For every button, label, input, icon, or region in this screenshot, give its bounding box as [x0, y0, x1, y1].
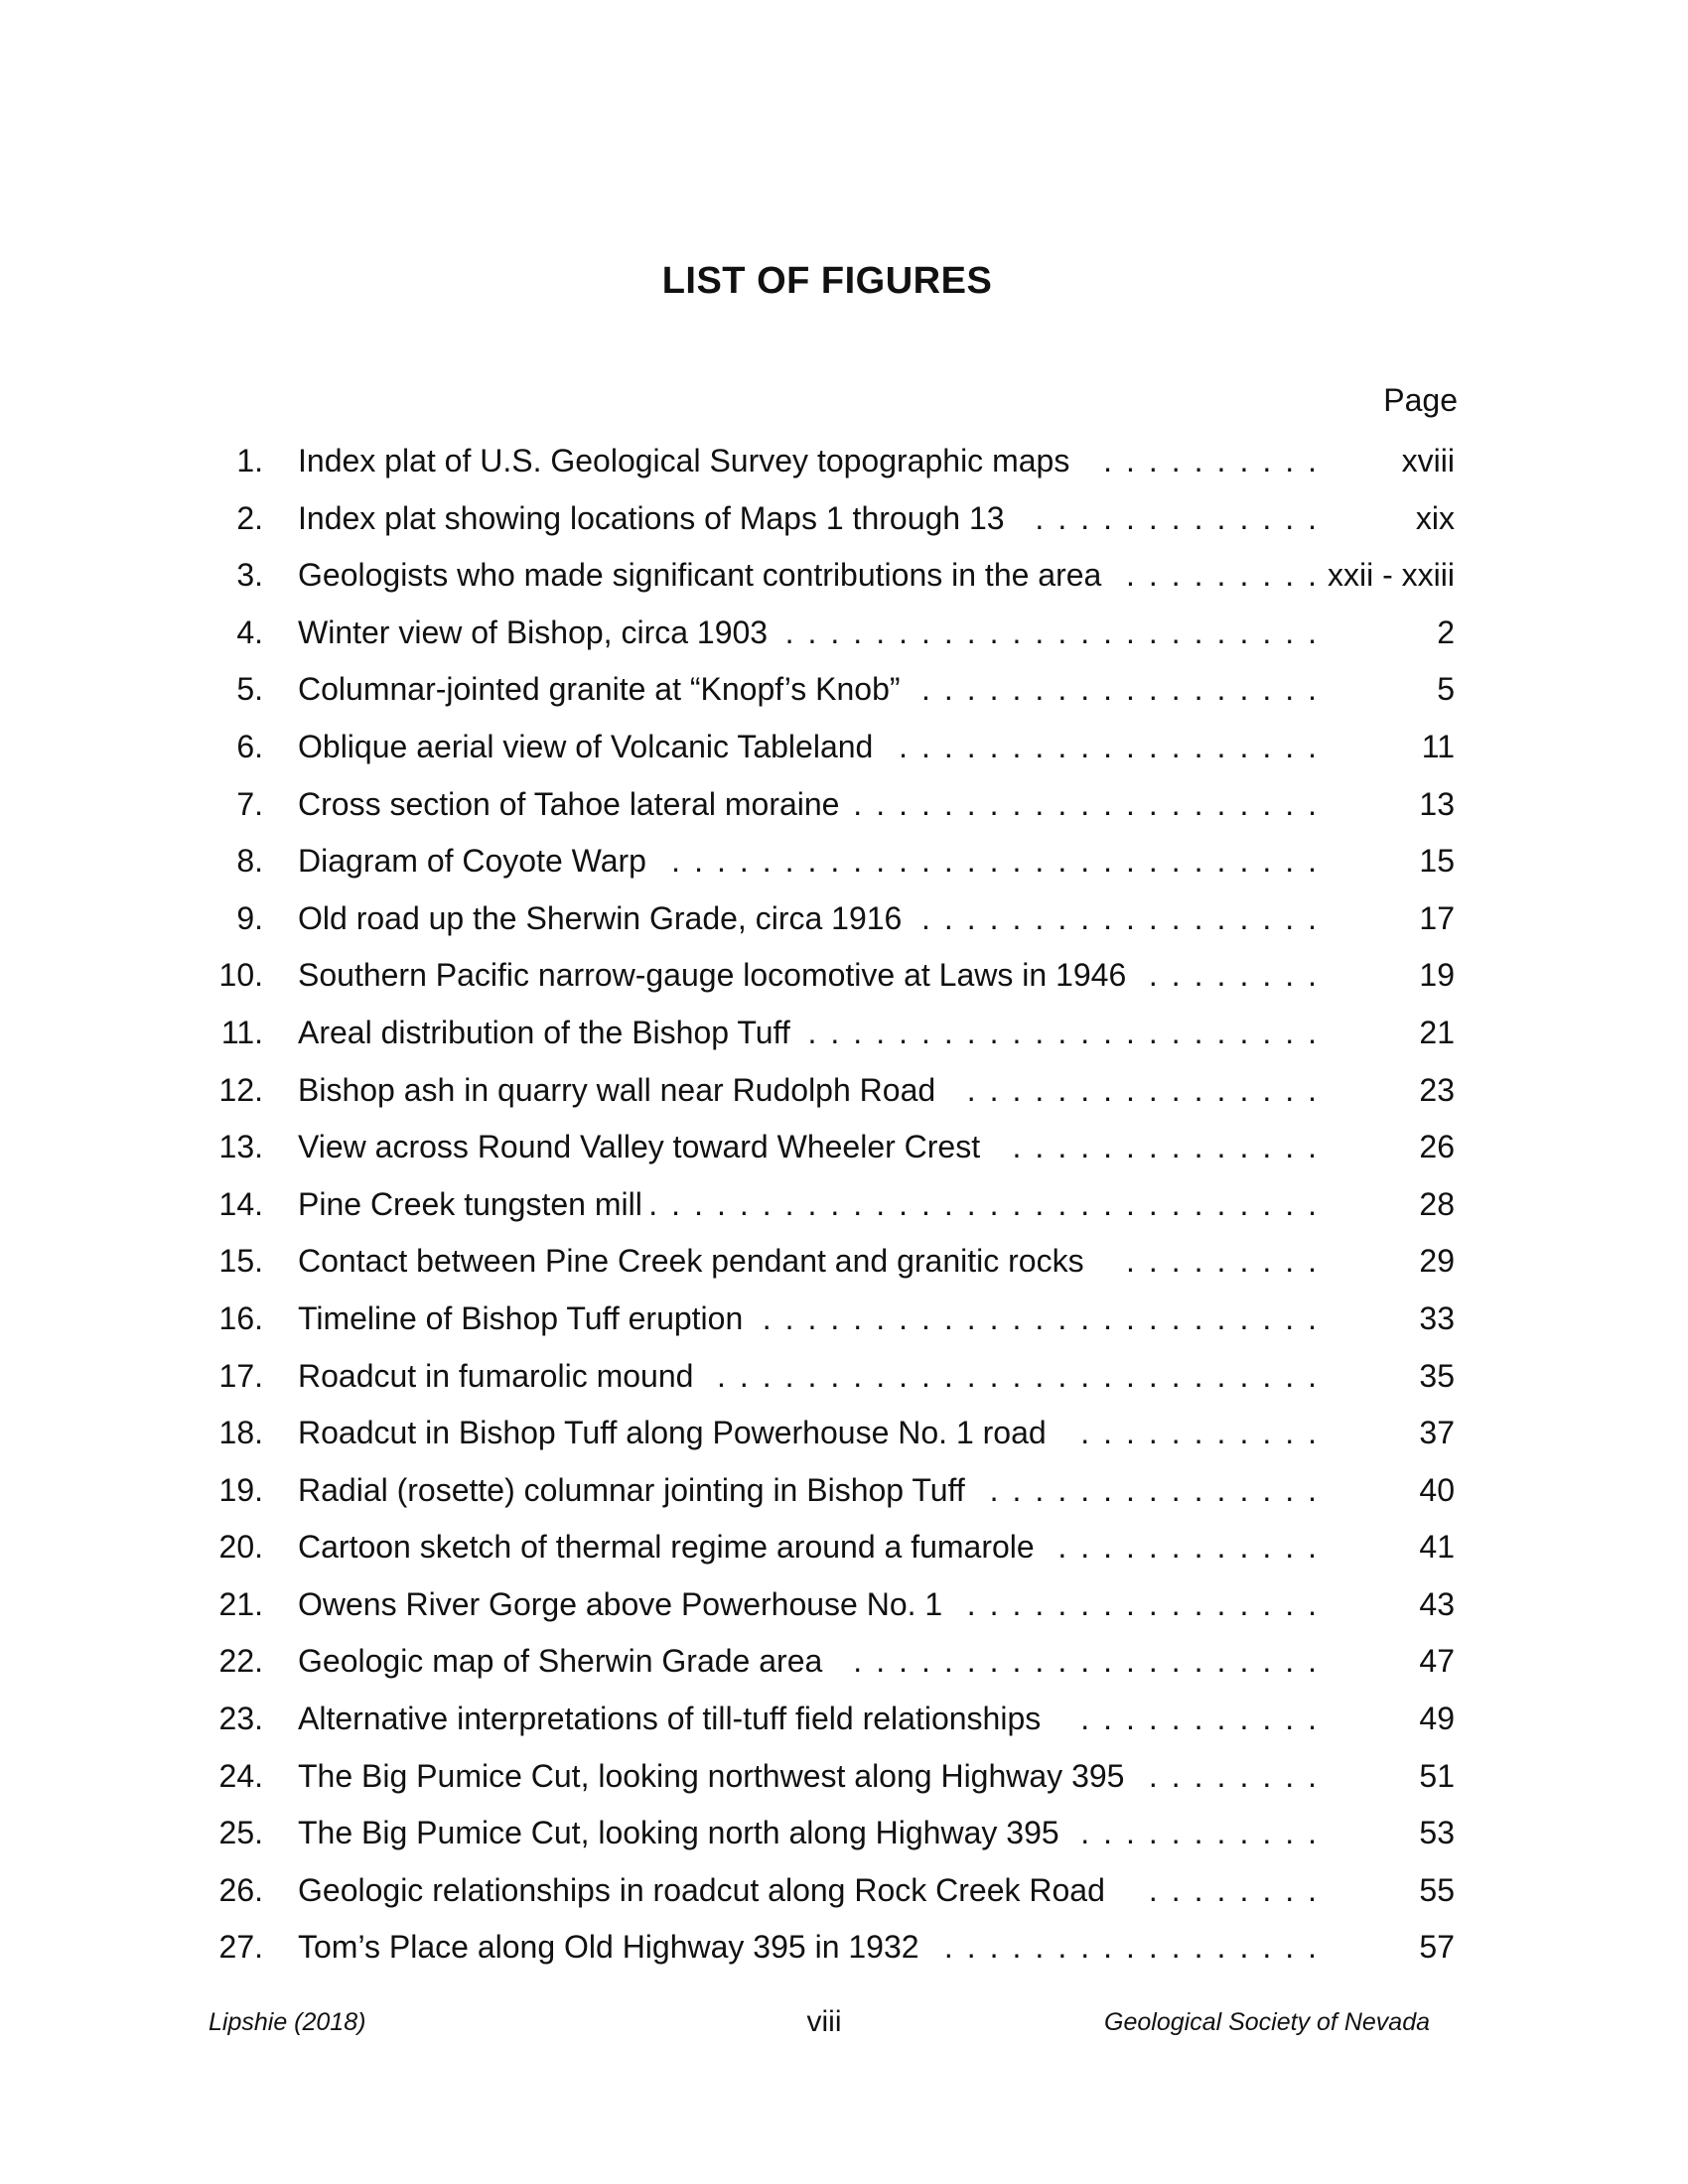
figure-title: Columnar-jointed granite at “Knopf’s Knob”: [298, 671, 901, 708]
figure-number: 11.: [220, 1014, 263, 1050]
page-column-header: Page: [1383, 382, 1458, 418]
figure-number: 3.: [236, 557, 263, 594]
figure-number: 9.: [236, 899, 263, 936]
figure-list-item: [0, 1805, 1688, 1862]
figure-title: View across Round Valley toward Wheeler Crest: [298, 1129, 981, 1165]
dot-leader: ...........................: [716, 1357, 1331, 1394]
dot-leader: .............................: [671, 843, 1331, 880]
figure-title: Old road up the Sherwin Grade, circa 1916: [298, 899, 903, 936]
figure-list: [0, 433, 1688, 1977]
figure-page: 5: [1437, 671, 1455, 708]
figure-list-item: [0, 605, 1688, 662]
figure-page: 28: [1419, 1185, 1455, 1222]
figure-list-item: [0, 1748, 1688, 1806]
figure-title: Roadcut in Bishop Tuff along Powerhouse No. 1 road: [298, 1415, 1047, 1451]
figure-list-item: [0, 661, 1688, 719]
figure-title: Cartoon sketch of thermal regime around a fumarole: [298, 1529, 1035, 1566]
figure-page: 21: [1419, 1014, 1455, 1050]
figure-page: 26: [1419, 1129, 1455, 1165]
figure-list-item: [0, 1005, 1688, 1062]
figure-page: 43: [1419, 1585, 1455, 1622]
figure-title: Roadcut in fumarolic mound: [298, 1357, 694, 1394]
figure-list-item: [0, 1519, 1688, 1576]
figure-list-item: [0, 1633, 1688, 1691]
figure-page: 47: [1419, 1643, 1455, 1680]
figure-list-item: [0, 1462, 1688, 1520]
dot-leader: .......................: [807, 1014, 1331, 1050]
figure-number: 25.: [218, 1815, 263, 1851]
figure-title: Geologists who made significant contributions in the area: [298, 557, 1102, 594]
figure-title: Cross section of Tahoe lateral moraine: [298, 785, 840, 822]
dot-leader: .............: [1035, 499, 1331, 536]
figure-page: 57: [1419, 1929, 1455, 1966]
figure-list-item: [0, 1862, 1688, 1920]
figure-number: 5.: [236, 671, 263, 708]
figure-list-item: [0, 833, 1688, 890]
dot-leader: ..............: [1012, 1129, 1331, 1165]
dot-leader: ...........: [1080, 1415, 1331, 1451]
dot-leader: ..............................: [648, 1185, 1331, 1222]
footer-publisher: Geological Society of Nevada: [1104, 2008, 1430, 2036]
figure-list-item: [0, 719, 1688, 776]
figure-title: The Big Pumice Cut, looking northwest along Highway 395: [298, 1757, 1125, 1794]
figure-title: Tom’s Place along Old Highway 395 in 1932: [298, 1929, 919, 1966]
dot-leader: ................: [966, 1585, 1331, 1622]
figure-page: 51: [1419, 1757, 1455, 1794]
dot-leader: ...........: [1080, 1815, 1331, 1851]
dot-leader: .........: [1125, 557, 1331, 594]
figure-list-item: [0, 1176, 1688, 1234]
figure-page: 17: [1419, 899, 1455, 936]
figure-title: Index plat showing locations of Maps 1 through 13: [298, 499, 1005, 536]
footer-page-number: viii: [806, 2005, 842, 2038]
figure-title: Diagram of Coyote Warp: [298, 843, 646, 880]
figure-list-item: [0, 1291, 1688, 1348]
figure-page: 23: [1419, 1071, 1455, 1108]
dot-leader: .................: [943, 1929, 1331, 1966]
figure-page: 11: [1421, 728, 1455, 764]
figure-title: Timeline of Bishop Tuff eruption: [298, 1299, 744, 1336]
dot-leader: ........: [1148, 957, 1331, 994]
figure-number: 24.: [218, 1757, 263, 1794]
dot-leader: .....................: [853, 785, 1331, 822]
dot-leader: ........................: [784, 614, 1331, 650]
footer-author: Lipshie (2018): [209, 2008, 366, 2036]
figure-page: xviii: [1401, 443, 1455, 478]
figure-title: Pine Creek tungsten mill: [298, 1185, 642, 1222]
figure-title: Geologic relationships in roadcut along Rock Creek Road: [298, 1871, 1105, 1908]
figure-number: 6.: [236, 728, 263, 764]
figure-page: xix: [1415, 499, 1455, 536]
figure-number: 19.: [218, 1471, 263, 1508]
figure-title: The Big Pumice Cut, looking north along Highway 395: [298, 1815, 1059, 1851]
figure-number: 18.: [218, 1415, 263, 1451]
figure-number: 2.: [236, 499, 263, 536]
figure-list-item: [0, 1062, 1688, 1120]
figure-number: 27.: [218, 1929, 263, 1966]
figure-number: 20.: [218, 1529, 263, 1566]
figure-list-item: [0, 1119, 1688, 1176]
dot-leader: .........: [1125, 1243, 1331, 1280]
figure-title: Index plat of U.S. Geological Survey topographic maps: [298, 443, 1070, 478]
figure-title: Areal distribution of the Bishop Tuff: [298, 1014, 790, 1050]
dot-leader: .........................: [762, 1299, 1331, 1336]
figure-page: 13: [1419, 785, 1455, 822]
figure-page: xxii - xxiii: [1328, 557, 1455, 594]
figure-list-item: [0, 547, 1688, 605]
dot-leader: .....................: [853, 1643, 1331, 1680]
figure-list-item: [0, 1919, 1688, 1977]
figure-list-item: [0, 433, 1688, 490]
figure-number: 22.: [218, 1643, 263, 1680]
figure-title: Bishop ash in quarry wall near Rudolph Road: [298, 1071, 936, 1108]
figure-page: 55: [1419, 1871, 1455, 1908]
dot-leader: ........: [1148, 1757, 1331, 1794]
figure-list-item: [0, 776, 1688, 834]
figure-number: 16.: [218, 1299, 263, 1336]
figure-title: Winter view of Bishop, circa 1903: [298, 614, 769, 650]
figure-title: Oblique aerial view of Volcanic Tableland: [298, 728, 874, 764]
dot-leader: ..................: [920, 899, 1331, 936]
figure-title: Alternative interpretations of till-tuff field relationships: [298, 1701, 1042, 1737]
figure-list-item: [0, 890, 1688, 948]
dot-leader: ............: [1057, 1529, 1331, 1566]
figure-number: 14.: [218, 1185, 263, 1222]
page-title: LIST OF FIGURES: [661, 260, 993, 302]
figure-list-item: [0, 1691, 1688, 1748]
figure-title: Radial (rosette) columnar jointing in Bishop Tuff: [298, 1471, 965, 1508]
figure-page: 33: [1419, 1299, 1455, 1336]
dot-leader: ...............: [989, 1471, 1331, 1508]
figure-number: 12.: [218, 1071, 263, 1108]
figure-page: 29: [1419, 1243, 1455, 1280]
dot-leader: ...........: [1080, 1701, 1331, 1737]
figure-page: 53: [1419, 1815, 1455, 1851]
figure-list-item: [0, 1576, 1688, 1634]
figure-title: Contact between Pine Creek pendant and granitic rocks: [298, 1243, 1084, 1280]
figure-title: Owens River Gorge above Powerhouse No. 1: [298, 1585, 943, 1622]
figure-page: 40: [1419, 1471, 1455, 1508]
figure-number: 21.: [218, 1585, 263, 1622]
figure-page: 2: [1437, 614, 1455, 650]
dot-leader: ................: [966, 1071, 1331, 1108]
dot-leader: ........: [1148, 1871, 1331, 1908]
figure-list-item: [0, 1405, 1688, 1462]
figure-number: 1.: [236, 443, 263, 478]
figure-title: Geologic map of Sherwin Grade area: [298, 1643, 823, 1680]
figure-number: 4.: [236, 614, 263, 650]
figure-page: 35: [1419, 1357, 1455, 1394]
figure-number: 26.: [218, 1871, 263, 1908]
figure-list-item: [0, 1233, 1688, 1291]
figure-number: 13.: [218, 1129, 263, 1165]
figure-page: 37: [1419, 1415, 1455, 1451]
figure-page: 49: [1419, 1701, 1455, 1737]
figure-title: Southern Pacific narrow-gauge locomotive at Laws in 1946: [298, 957, 1127, 994]
figure-number: 7.: [236, 785, 263, 822]
figure-page: 19: [1419, 957, 1455, 994]
figure-number: 10.: [218, 957, 263, 994]
dot-leader: ...................: [899, 728, 1331, 764]
figure-list-item: [0, 947, 1688, 1005]
figure-page: 15: [1419, 843, 1455, 880]
figure-list-item: [0, 1348, 1688, 1406]
figure-number: 23.: [218, 1701, 263, 1737]
dot-leader: ..........: [1103, 443, 1331, 478]
figure-number: 8.: [236, 843, 263, 880]
figure-number: 17.: [218, 1357, 263, 1394]
figure-number: 15.: [218, 1243, 263, 1280]
figure-page: 41: [1419, 1529, 1455, 1566]
dot-leader: ..................: [920, 671, 1331, 708]
figure-list-item: [0, 490, 1688, 548]
